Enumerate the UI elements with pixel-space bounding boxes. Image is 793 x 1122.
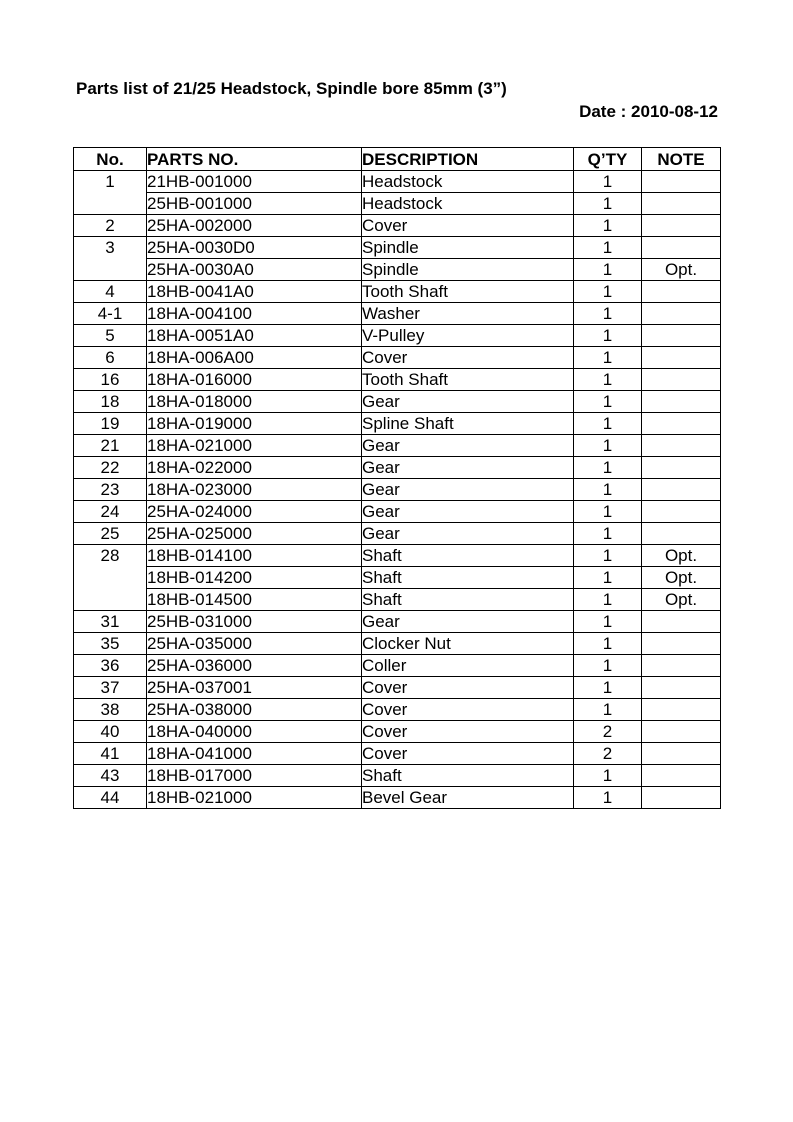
- cell-qty: 1: [574, 281, 642, 303]
- header-no: No.: [74, 148, 147, 171]
- cell-description: Gear: [362, 479, 574, 501]
- parts-table: [73, 147, 721, 809]
- cell-qty: 1: [574, 215, 642, 237]
- table-row: [74, 787, 721, 809]
- cell-parts-no: 18HA-041000: [147, 743, 362, 765]
- cell-note: [642, 171, 721, 193]
- cell-note: Opt.: [642, 589, 721, 611]
- cell-description: Shaft: [362, 589, 574, 611]
- cell-note: [642, 457, 721, 479]
- cell-no: [74, 567, 147, 589]
- cell-parts-no: 18HA-018000: [147, 391, 362, 413]
- cell-no: 43: [74, 765, 147, 787]
- cell-description: Gear: [362, 457, 574, 479]
- cell-no: 28: [74, 545, 147, 567]
- cell-parts-no: 18HB-017000: [147, 765, 362, 787]
- cell-description: Clocker Nut: [362, 633, 574, 655]
- cell-no: 38: [74, 699, 147, 721]
- cell-note: [642, 325, 721, 347]
- cell-no: 1: [74, 171, 147, 193]
- cell-qty: 1: [574, 435, 642, 457]
- table-row: [74, 369, 721, 391]
- table-row: [74, 655, 721, 677]
- table-row: [74, 193, 721, 215]
- cell-parts-no: 25HA-025000: [147, 523, 362, 545]
- cell-parts-no: 18HA-016000: [147, 369, 362, 391]
- cell-qty: 2: [574, 743, 642, 765]
- cell-qty: 1: [574, 171, 642, 193]
- header-qty: Q’TY: [574, 148, 642, 171]
- cell-note: [642, 391, 721, 413]
- cell-note: [642, 611, 721, 633]
- cell-qty: 1: [574, 413, 642, 435]
- header-parts-no: PARTS NO.: [147, 148, 362, 171]
- cell-description: Gear: [362, 435, 574, 457]
- header-description: DESCRIPTION: [362, 148, 574, 171]
- cell-parts-no: 18HB-014500: [147, 589, 362, 611]
- table-row: [74, 743, 721, 765]
- cell-no: [74, 259, 147, 281]
- cell-qty: 1: [574, 787, 642, 809]
- cell-parts-no: 25HA-035000: [147, 633, 362, 655]
- cell-description: Shaft: [362, 765, 574, 787]
- table-row: [74, 281, 721, 303]
- cell-qty: 1: [574, 259, 642, 281]
- cell-note: [642, 633, 721, 655]
- cell-description: Tooth Shaft: [362, 281, 574, 303]
- cell-parts-no: 18HA-006A00: [147, 347, 362, 369]
- cell-no: 36: [74, 655, 147, 677]
- cell-note: [642, 743, 721, 765]
- cell-no: 41: [74, 743, 147, 765]
- cell-description: Shaft: [362, 567, 574, 589]
- cell-description: Spindle: [362, 237, 574, 259]
- cell-qty: 1: [574, 303, 642, 325]
- table-row: [74, 259, 721, 281]
- table-row: [74, 325, 721, 347]
- cell-note: [642, 479, 721, 501]
- table-row: [74, 479, 721, 501]
- cell-qty: 1: [574, 699, 642, 721]
- cell-qty: 2: [574, 721, 642, 743]
- table-row: [74, 611, 721, 633]
- cell-description: Cover: [362, 347, 574, 369]
- cell-qty: 1: [574, 193, 642, 215]
- cell-parts-no: 25HA-038000: [147, 699, 362, 721]
- header-note: NOTE: [642, 148, 721, 171]
- cell-qty: 1: [574, 523, 642, 545]
- cell-qty: 1: [574, 479, 642, 501]
- cell-description: Gear: [362, 523, 574, 545]
- cell-description: Headstock: [362, 171, 574, 193]
- cell-note: [642, 721, 721, 743]
- cell-description: Bevel Gear: [362, 787, 574, 809]
- cell-note: [642, 523, 721, 545]
- cell-note: [642, 237, 721, 259]
- cell-note: [642, 655, 721, 677]
- cell-parts-no: 18HA-023000: [147, 479, 362, 501]
- cell-no: 25: [74, 523, 147, 545]
- cell-no: 22: [74, 457, 147, 479]
- cell-note: [642, 435, 721, 457]
- cell-qty: 1: [574, 545, 642, 567]
- cell-description: Cover: [362, 215, 574, 237]
- cell-no: 4-1: [74, 303, 147, 325]
- table-row: [74, 435, 721, 457]
- cell-parts-no: 25HA-037001: [147, 677, 362, 699]
- cell-description: Cover: [362, 699, 574, 721]
- cell-description: Washer: [362, 303, 574, 325]
- cell-parts-no: 21HB-001000: [147, 171, 362, 193]
- cell-no: 31: [74, 611, 147, 633]
- cell-description: Headstock: [362, 193, 574, 215]
- cell-note: [642, 193, 721, 215]
- cell-note: [642, 369, 721, 391]
- table-row: [74, 765, 721, 787]
- table-row: [74, 501, 721, 523]
- cell-description: Shaft: [362, 545, 574, 567]
- cell-description: Cover: [362, 677, 574, 699]
- cell-no: 24: [74, 501, 147, 523]
- cell-note: [642, 347, 721, 369]
- table-row: [74, 545, 721, 567]
- cell-parts-no: 25HA-0030D0: [147, 237, 362, 259]
- cell-no: 37: [74, 677, 147, 699]
- cell-description: Coller: [362, 655, 574, 677]
- cell-parts-no: 25HB-031000: [147, 611, 362, 633]
- cell-no: 4: [74, 281, 147, 303]
- cell-note: [642, 413, 721, 435]
- table-row: [74, 567, 721, 589]
- cell-no: 35: [74, 633, 147, 655]
- cell-parts-no: 18HB-014200: [147, 567, 362, 589]
- table-row: [74, 237, 721, 259]
- table-row: [74, 589, 721, 611]
- cell-parts-no: 18HA-021000: [147, 435, 362, 457]
- table-row: [74, 413, 721, 435]
- cell-description: Gear: [362, 391, 574, 413]
- cell-no: [74, 193, 147, 215]
- table-row: [74, 523, 721, 545]
- cell-parts-no: 25HA-036000: [147, 655, 362, 677]
- cell-no: 44: [74, 787, 147, 809]
- parts-table-body: [74, 171, 721, 809]
- document-title: Parts list of 21/25 Headstock, Spindle bore 85mm (3”): [76, 79, 507, 98]
- cell-note: Opt.: [642, 567, 721, 589]
- table-row: [74, 215, 721, 237]
- cell-note: [642, 281, 721, 303]
- cell-no: 19: [74, 413, 147, 435]
- cell-description: Cover: [362, 743, 574, 765]
- table-row: [74, 303, 721, 325]
- table-header-row: [74, 148, 721, 171]
- table-row: [74, 391, 721, 413]
- cell-note: Opt.: [642, 545, 721, 567]
- cell-qty: 1: [574, 567, 642, 589]
- cell-no: 18: [74, 391, 147, 413]
- cell-description: Gear: [362, 611, 574, 633]
- cell-parts-no: 25HB-001000: [147, 193, 362, 215]
- cell-no: 6: [74, 347, 147, 369]
- cell-parts-no: 18HA-0051A0: [147, 325, 362, 347]
- cell-note: [642, 303, 721, 325]
- cell-parts-no: 18HA-022000: [147, 457, 362, 479]
- cell-parts-no: 18HB-014100: [147, 545, 362, 567]
- cell-qty: 1: [574, 589, 642, 611]
- cell-qty: 1: [574, 457, 642, 479]
- cell-description: Gear: [362, 501, 574, 523]
- cell-no: 5: [74, 325, 147, 347]
- cell-parts-no: 18HA-040000: [147, 721, 362, 743]
- cell-qty: 1: [574, 655, 642, 677]
- cell-note: [642, 501, 721, 523]
- cell-note: [642, 677, 721, 699]
- cell-parts-no: 25HA-024000: [147, 501, 362, 523]
- cell-note: [642, 765, 721, 787]
- document-date: Date : 2010-08-12: [579, 102, 718, 121]
- cell-qty: 1: [574, 633, 642, 655]
- table-row: [74, 171, 721, 193]
- cell-no: 23: [74, 479, 147, 501]
- cell-description: V-Pulley: [362, 325, 574, 347]
- cell-parts-no: 18HA-004100: [147, 303, 362, 325]
- cell-qty: 1: [574, 347, 642, 369]
- cell-no: 21: [74, 435, 147, 457]
- cell-qty: 1: [574, 501, 642, 523]
- cell-no: 16: [74, 369, 147, 391]
- cell-description: Spline Shaft: [362, 413, 574, 435]
- cell-parts-no: 18HB-0041A0: [147, 281, 362, 303]
- cell-note: [642, 699, 721, 721]
- cell-qty: 1: [574, 325, 642, 347]
- table-row: [74, 699, 721, 721]
- cell-no: [74, 589, 147, 611]
- cell-note: Opt.: [642, 259, 721, 281]
- cell-note: [642, 215, 721, 237]
- cell-no: 40: [74, 721, 147, 743]
- cell-description: Cover: [362, 721, 574, 743]
- cell-qty: 1: [574, 765, 642, 787]
- cell-qty: 1: [574, 369, 642, 391]
- cell-note: [642, 787, 721, 809]
- cell-qty: 1: [574, 391, 642, 413]
- cell-no: 3: [74, 237, 147, 259]
- cell-parts-no: 25HA-002000: [147, 215, 362, 237]
- cell-qty: 1: [574, 611, 642, 633]
- cell-qty: 1: [574, 677, 642, 699]
- table-row: [74, 633, 721, 655]
- table-row: [74, 347, 721, 369]
- table-row: [74, 457, 721, 479]
- cell-parts-no: 18HB-021000: [147, 787, 362, 809]
- cell-description: Spindle: [362, 259, 574, 281]
- cell-parts-no: 25HA-0030A0: [147, 259, 362, 281]
- cell-parts-no: 18HA-019000: [147, 413, 362, 435]
- cell-description: Tooth Shaft: [362, 369, 574, 391]
- cell-no: 2: [74, 215, 147, 237]
- cell-qty: 1: [574, 237, 642, 259]
- table-row: [74, 721, 721, 743]
- table-row: [74, 677, 721, 699]
